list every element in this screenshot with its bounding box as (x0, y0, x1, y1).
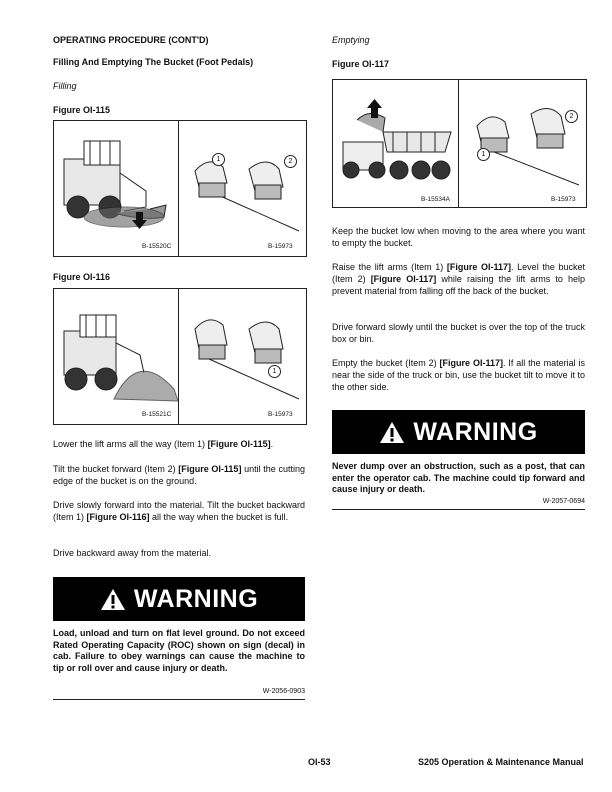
divider (53, 699, 305, 700)
paragraph-drive-over-truck: Drive forward slowly until the bucket is over the top of the truck box or bin. (332, 322, 585, 344)
figure-code-left: B-15534A (421, 196, 450, 203)
paragraph-raise-arms: Raise the lift arms (Item 1) [Figure OI-117]. Level the bucket (Item 2) [Figure OI-117] while raising the lift arms to help prevent material from falling off the back of the bucket. (332, 262, 585, 296)
paragraph-keep-bucket-low: Keep the bucket low when moving to the area where you want to empty the bucket. (332, 226, 585, 248)
warning-body: Never dump over an obstruction, such as a post, that can enter the operator cab. The machine could tip forward and cause injury or death. (332, 461, 585, 494)
subheading-filling: Filling (53, 81, 77, 91)
callout-1: 1 (477, 148, 490, 161)
subheading-emptying: Emptying (332, 35, 370, 45)
warning-code: W-2056-0903 (262, 688, 305, 695)
divider (332, 509, 585, 510)
callout-1: 1 (212, 153, 225, 166)
subsection-title: Filling And Emptying The Bucket (Foot Pedals) (53, 57, 254, 67)
figure-code-right: B-15973 (551, 196, 576, 203)
section-title: OPERATING PROCEDURE (CONT'D) (53, 35, 209, 45)
warning-code: W-2057-0694 (542, 498, 585, 505)
page-number: OI-53 (308, 757, 331, 767)
paragraph-drive-forward: Drive slowly forward into the material. Tilt the bucket backward (Item 1) [Figure OI-116] all the way when the bucket is full. (53, 500, 305, 522)
figure-code-left: B-15521C (142, 411, 172, 418)
manual-title: S205 Operation & Maintenance Manual (418, 757, 584, 767)
figure-code-left: B-15520C (142, 243, 172, 250)
warning-triangle-icon (100, 588, 126, 611)
warning-body: Load, unload and turn on flat level ground. Do not exceed Rated Operating Capacity (ROC) shown on sign (decal) in cab. Failure to obey warnings can cause the machine to tip or roll over and cause injury or death. (53, 628, 305, 673)
figure-oi-116 (53, 288, 307, 425)
warning-triangle-icon (379, 421, 405, 444)
figure-oi-115 (53, 120, 307, 257)
figure-code-right: B-15973 (268, 411, 293, 418)
loader-filling-illustration (54, 121, 178, 256)
paragraph-empty-bucket: Empty the bucket (Item 2) [Figure OI-117]. If all the material is near the side of the truck or bin, use the bucket tilt to move it to the other side. (332, 358, 586, 392)
warning-title: WARNING (133, 584, 259, 613)
foot-pedals-illustration (459, 80, 585, 190)
figure-label-115: Figure OI-115 (53, 105, 111, 115)
foot-pedals-illustration (179, 121, 305, 236)
callout-1: 1 (268, 365, 281, 378)
loader-bucket-full-illustration (54, 289, 178, 424)
figure-oi-117 (332, 79, 587, 208)
callout-2: 2 (284, 155, 297, 168)
figure-label-117: Figure OI-117 (332, 59, 390, 69)
warning-title: WARNING (413, 417, 538, 446)
callout-2: 2 (565, 110, 578, 123)
paragraph-lower-arms: Lower the lift arms all the way (Item 1) [Figure OI-115]. (53, 439, 274, 449)
loader-emptying-illustration (333, 80, 458, 207)
warning-banner (53, 577, 305, 621)
warning-banner (332, 410, 585, 454)
figure-code-right: B-15973 (268, 243, 293, 250)
paragraph-drive-backward: Drive backward away from the material. (53, 548, 212, 558)
figure-label-116: Figure OI-116 (53, 272, 111, 282)
foot-pedals-illustration (179, 289, 305, 404)
paragraph-tilt-forward: Tilt the bucket forward (Item 2) [Figure OI-115] until the cutting edge of the bucket is on the ground. (53, 464, 305, 486)
